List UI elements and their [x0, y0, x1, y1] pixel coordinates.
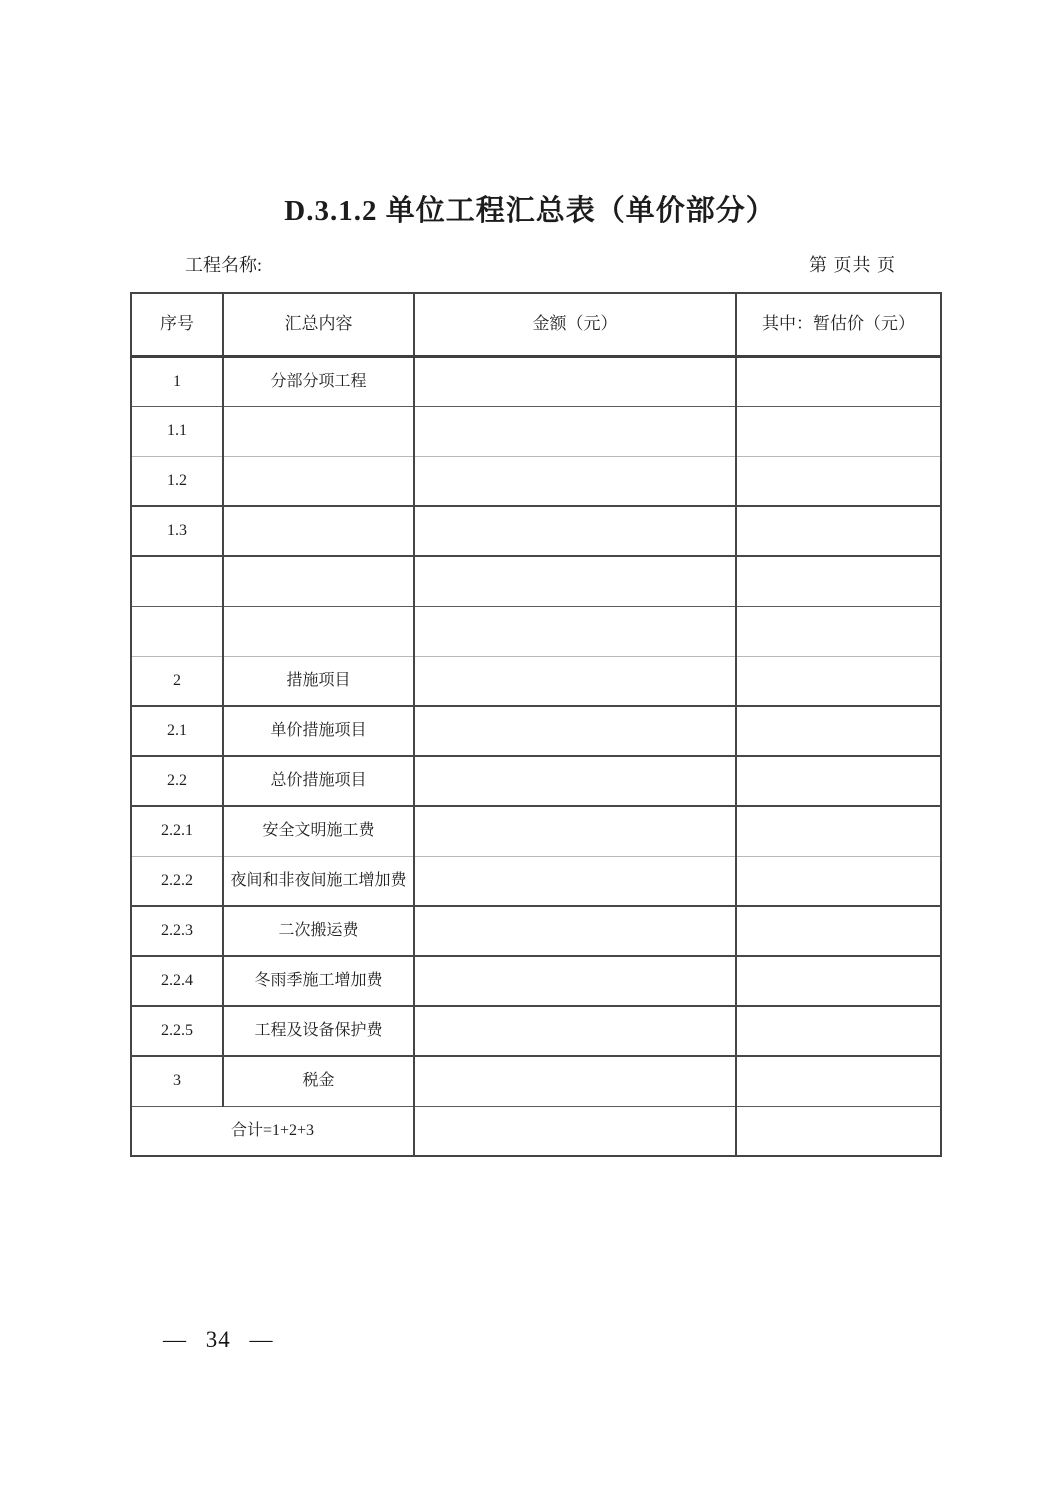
row-amount-cell: [414, 1006, 736, 1056]
row-no-cell: 2.2.3: [131, 906, 223, 956]
row-no-cell: 2.2.1: [131, 806, 223, 856]
table-row: [131, 806, 941, 856]
table-row: [131, 956, 941, 1006]
row-amount-cell: [414, 756, 736, 806]
table-row: [131, 606, 941, 656]
header-amount: 金额（元）: [414, 293, 736, 356]
row-content-cell: [223, 506, 414, 556]
table-total-row: [131, 1106, 941, 1156]
page-title: D.3.1.2 单位工程汇总表（单价部分）: [284, 195, 776, 227]
row-amount-cell: [414, 956, 736, 1006]
row-no-cell: 2.2.4: [131, 956, 223, 1006]
row-no-cell: 2.2.2: [131, 856, 223, 906]
table-row: [131, 356, 941, 406]
row-provisional-cell: [736, 506, 941, 556]
row-amount-cell: [414, 406, 736, 456]
row-amount-cell: [414, 656, 736, 706]
row-amount-cell: [414, 556, 736, 606]
header-content: 汇总内容: [223, 293, 414, 356]
row-content-cell: [223, 456, 414, 506]
row-provisional-cell: [736, 656, 941, 706]
header-no: 序号: [131, 293, 223, 356]
row-provisional-cell: [736, 406, 941, 456]
row-content-cell: 二次搬运费: [223, 906, 414, 956]
table-row: [131, 706, 941, 756]
row-content-cell: [223, 406, 414, 456]
meta-row: [130, 251, 940, 277]
page-number-footer: — 34 —: [163, 1327, 274, 1352]
row-content-cell: 工程及设备保护费: [223, 1006, 414, 1056]
table-row: [131, 856, 941, 906]
row-no-cell: 2.2.5: [131, 1006, 223, 1056]
row-no-cell: 1.1: [131, 406, 223, 456]
row-content-cell: [223, 606, 414, 656]
page-indicator: 第 页共 页: [809, 255, 896, 275]
row-provisional-cell: [736, 906, 941, 956]
row-content-cell: [223, 556, 414, 606]
row-no-cell: 3: [131, 1056, 223, 1106]
row-content-cell: 税金: [223, 1056, 414, 1106]
table-row: [131, 656, 941, 706]
row-content-cell: 措施项目: [223, 656, 414, 706]
row-no-cell: 2.1: [131, 706, 223, 756]
table-row: [131, 506, 941, 556]
row-content-cell: 单价措施项目: [223, 706, 414, 756]
row-no-cell: 2.2: [131, 756, 223, 806]
row-amount-cell: [414, 606, 736, 656]
row-provisional-cell: [736, 806, 941, 856]
total-amount-cell: [414, 1106, 736, 1156]
row-amount-cell: [414, 506, 736, 556]
header-provisional: 其中：暂估价（元）: [736, 293, 941, 356]
table-row: [131, 1006, 941, 1056]
row-provisional-cell: [736, 856, 941, 906]
total-provisional-cell: [736, 1106, 941, 1156]
row-amount-cell: [414, 706, 736, 756]
row-amount-cell: [414, 1056, 736, 1106]
table-row: [131, 906, 941, 956]
row-provisional-cell: [736, 556, 941, 606]
row-provisional-cell: [736, 606, 941, 656]
row-amount-cell: [414, 856, 736, 906]
table-row: [131, 1056, 941, 1106]
row-provisional-cell: [736, 756, 941, 806]
row-content-cell: 夜间和非夜间施工增加费: [223, 856, 414, 906]
row-provisional-cell: [736, 956, 941, 1006]
row-content-cell: 安全文明施工费: [223, 806, 414, 856]
row-provisional-cell: [736, 706, 941, 756]
row-no-cell: [131, 556, 223, 606]
row-no-cell: 2: [131, 656, 223, 706]
row-no-cell: [131, 606, 223, 656]
row-no-cell: 1: [131, 356, 223, 406]
table-row: [131, 456, 941, 506]
table-row: [131, 756, 941, 806]
row-provisional-cell: [736, 456, 941, 506]
project-name-label: 工程名称:: [185, 255, 263, 275]
table-header-row: [131, 293, 941, 356]
table-row: [131, 406, 941, 456]
row-no-cell: 1.2: [131, 456, 223, 506]
row-amount-cell: [414, 806, 736, 856]
unit-project-summary-table: [130, 292, 942, 1157]
total-label-cell: 合计=1+2+3: [230, 1121, 315, 1139]
row-amount-cell: [414, 356, 736, 406]
row-content-cell: 分部分项工程: [223, 356, 414, 406]
row-content-cell: 冬雨季施工增加费: [223, 956, 414, 1006]
row-provisional-cell: [736, 1006, 941, 1056]
row-amount-cell: [414, 456, 736, 506]
row-provisional-cell: [736, 1056, 941, 1106]
row-amount-cell: [414, 906, 736, 956]
table-row: [131, 556, 941, 606]
row-provisional-cell: [736, 356, 941, 406]
row-content-cell: 总价措施项目: [223, 756, 414, 806]
row-no-cell: 1.3: [131, 506, 223, 556]
